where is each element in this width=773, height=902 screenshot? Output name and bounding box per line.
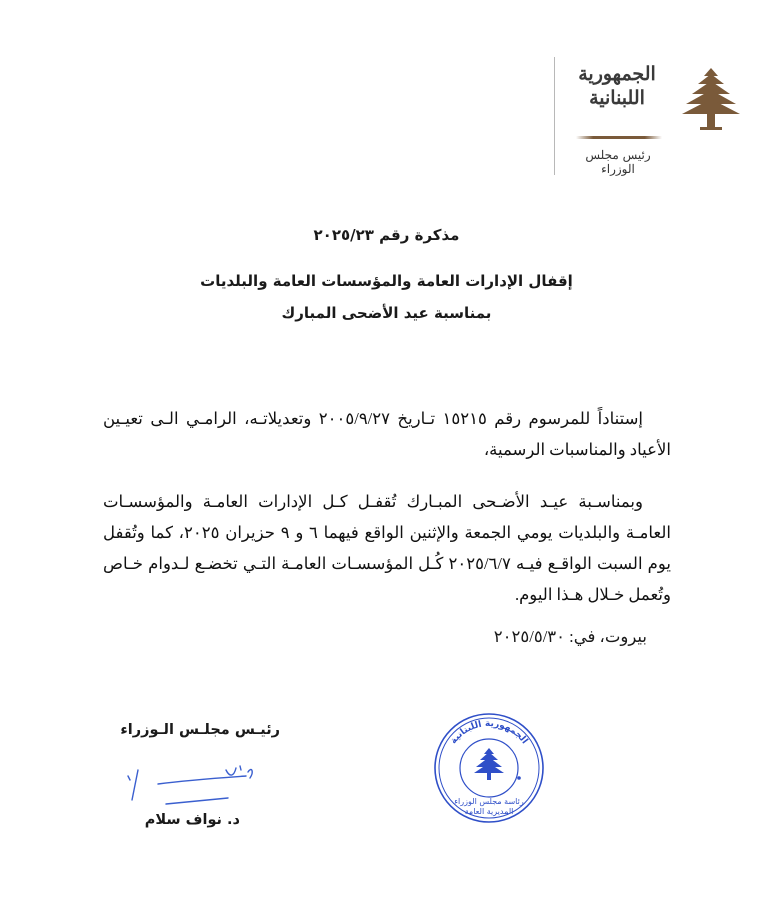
emblem-subtitle: رئيس مجلس الوزراء [585, 148, 651, 176]
cedar-tier [682, 99, 740, 114]
seal-inner-text-2: المديرية العامة [464, 807, 514, 816]
emblem-rule [576, 136, 662, 139]
cedar-base [700, 127, 722, 130]
memo-number: مذكرة رقم ٢٠٢٥/٢٣ [313, 226, 460, 244]
signatory-name: د. نواف سلام [144, 812, 240, 828]
signatory-title: رئيـس مجلـس الـوزراء [120, 722, 280, 738]
emblem-line2: اللبنانية [589, 87, 645, 109]
handwritten-signature [118, 758, 258, 808]
header-divider [554, 57, 555, 175]
emblem-line1: الجمهورية [578, 63, 656, 85]
place-date: بيروت، في: ٢٠٢٥/٥/٣٠ [493, 627, 647, 646]
memo-title-line2: بمناسبة عيد الأضحى المبارك [281, 304, 492, 322]
seal-dot [517, 776, 521, 780]
body-paragraph-1: إستناداً للمرسوم رقم ١٥٢١٥ تـاريخ ٢٠٠٥/٩/٢٧ وتعديلاتـه، الرامـي الـى تعيـين الأعياد والمناسبات الرسمية، [103, 409, 671, 459]
body-paragraph-2: وبمناسـبة عيـد الأضـحى المبـارك تُقفـل كـل الإدارات العامـة والمؤسسـات العامـة والبلديات يومي الجمعة والإثنين الواقع فيهما ٦ و ٩ حزيران ٢٠٢٥، كما وتُقفل يوم السبت الواقـع فيـه ٢٠٢٥/٦/٧ كُـل المؤسسـات العامـة التـي تخضـع لـدوام خـاص وتُعمل خـلال هـذا اليوم. [103, 492, 671, 604]
official-seal [433, 712, 545, 824]
seal-cedar-icon [474, 748, 504, 780]
seal-inner-text-1: رئاسة مجلس الوزراء [454, 797, 524, 806]
memo-title-line1: إقفال الإدارات العامة والمؤسسات العامة والبلديات [200, 272, 573, 290]
seal-outer-text: الجمهورية اللبنانية [448, 718, 530, 747]
emblem-text [572, 62, 662, 110]
cedar-tree-icon [680, 66, 742, 132]
cedar-trunk [707, 112, 715, 128]
